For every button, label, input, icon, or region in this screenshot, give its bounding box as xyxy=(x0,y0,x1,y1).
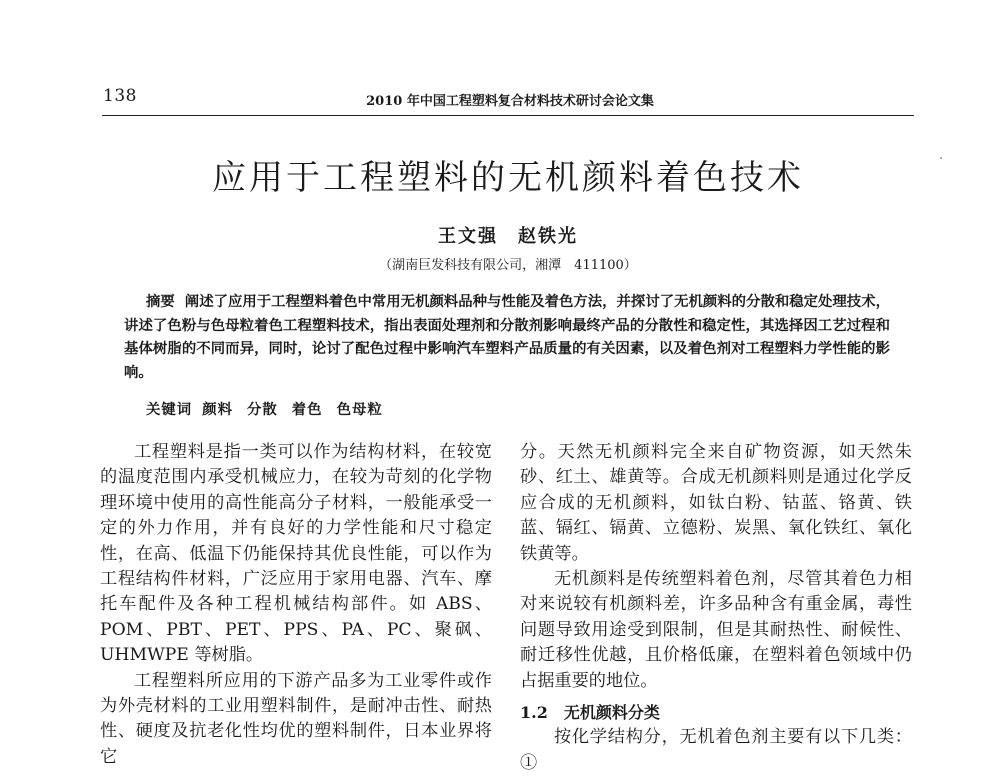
keyword: 色母粒 xyxy=(336,401,383,418)
article-authors: 王文强 赵铁光 xyxy=(438,226,578,247)
body-right-column xyxy=(520,440,912,776)
body-left-column xyxy=(100,440,492,770)
body-paragraph: 工程塑料所应用的下游产品多为工业零件或作为外壳材料的工业用塑料制件，是耐冲击性、耐热性、硬度及抗老化性均优的塑料制件，日本业界将它 xyxy=(100,670,492,767)
author-affiliation: （湖南巨发科技有限公司，湘潭 411100） xyxy=(379,258,637,273)
abstract-text: 阐述了应用于工程塑料着色中常用无机颜料品种与性能及着色方法，并探讨了无机颜料的分散和稳定处理技术，讲述了色粉与色母粒着色工程塑料技术，指出表面处理剂和分散剂影响最终产品的分散性和稳定性，其选择因工艺过程和基体树脂的不同而异，同时，论讨了配色过程中影响汽车塑料产品质量的有关因素，以及着色剂对工程塑料力学性能的影响。 xyxy=(124,293,890,381)
abstract-label: 摘要 xyxy=(146,293,175,310)
page-number: 138 xyxy=(103,86,137,106)
abstract xyxy=(124,290,890,384)
running-header-title: 2010 年中国工程塑料复合材料技术研讨会论文集 xyxy=(366,94,654,109)
section-heading: 1.2 无机颜料分类 xyxy=(520,703,660,723)
keyword: 颜料 xyxy=(202,401,233,418)
keyword: 分散 xyxy=(246,401,278,418)
body-paragraph: 分。天然无机颜料完全来自矿物资源，如天然朱砂、红土、雄黄等。合成无机颜料则是通过化学反应合成的无机颜料，如钛白粉、钴蓝、铬黄、铁蓝、镉红、镉黄、立德粉、炭黑、氧化铁红、氧化铁黄等。 xyxy=(520,442,912,564)
keywords xyxy=(146,398,886,419)
body-paragraph: 按化学结构分，无机着色剂主要有以下几类：① xyxy=(520,727,912,773)
article-title: 应用于工程塑料的无机颜料着色技术 xyxy=(212,158,804,198)
body-paragraph: 工程塑料是指一类可以作为结构材料，在较宽的温度范围内承受机械应力，在较为苛刻的化学物理环境中使用的高性能高分子材料，一般能承受一定的外力作用，并有良好的力学性能和尺寸稳定性，在高、低温下仍能保持其优良性能，可以作为工程结构件材料，广泛应用于家用电器、汽车、摩托车配件及各种工程机械结构部件。如 ABS、POM、PBT、PET、PPS、PA、PC、聚砜、UHMWPE 等树脂。 xyxy=(100,442,492,666)
keywords-label: 关键词 xyxy=(146,401,193,418)
scan-speck xyxy=(940,157,942,159)
body-paragraph: 无机颜料是传统塑料着色剂，尽管其着色力相对来说较有机颜料差，许多品种含有重金属，毒性问题导致用途受到限制，但是其耐热性、耐候性、耐迁移性优越，且价格低廉，在塑料着色领域中仍占据重要的地位。 xyxy=(520,569,912,691)
keyword: 着色 xyxy=(291,401,323,418)
header-rule xyxy=(102,115,914,116)
